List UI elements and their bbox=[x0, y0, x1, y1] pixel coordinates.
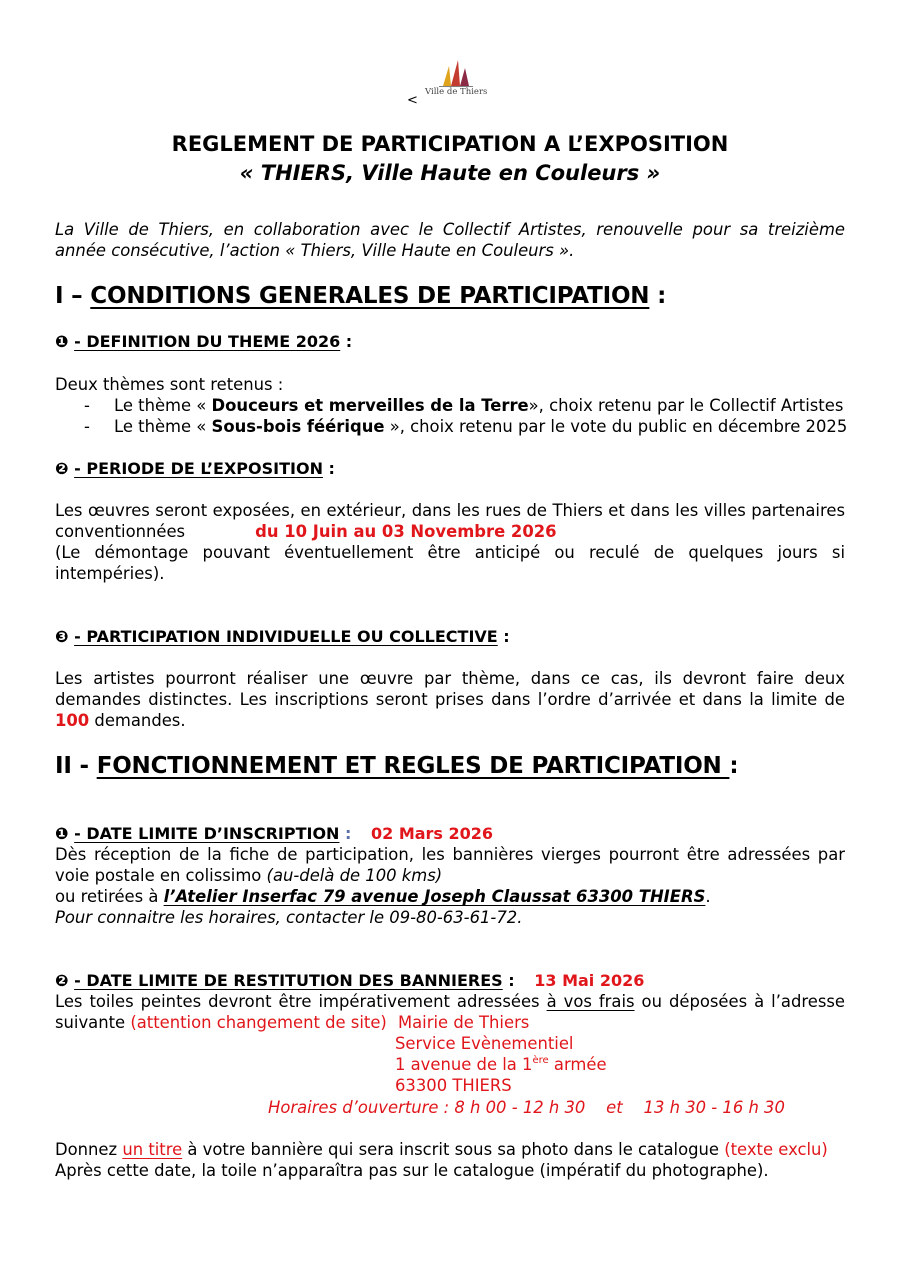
atelier-address: l’Atelier Inserfac 79 avenue Joseph Claussat 63300 THIERS bbox=[163, 887, 706, 906]
section2-heading: II - FONCTIONNEMENT ET REGLES DE PARTICIPATION : bbox=[55, 753, 739, 779]
registration-deadline: 02 Mars 2026 bbox=[370, 824, 494, 843]
bullet-3-icon: ❸ bbox=[55, 627, 75, 646]
logo-text: Ville de Thiers bbox=[425, 87, 488, 97]
header-lt-mark: < bbox=[407, 93, 418, 108]
theme-intro: Deux thèmes sont retenus : bbox=[55, 375, 284, 394]
address-line1: Mairie de Thiers bbox=[398, 1013, 530, 1032]
bullet-1-icon: ❶ bbox=[55, 824, 75, 843]
doc-title-line2: « THIERS, Ville Haute en Couleurs » bbox=[239, 161, 661, 185]
period-dates: du 10 Juin au 03 Novembre 2026 bbox=[255, 522, 557, 541]
participation-subheading: ❸ - PARTICIPATION INDIVIDUELLE OU COLLECTIVE : bbox=[55, 627, 510, 646]
deadline2-subheading: ❷ - DATE LIMITE DE RESTITUTION DES BANNIERES : 13 Mai 2026 bbox=[55, 971, 645, 990]
title-instruction: Donnez un titre à votre bannière qui sera inscrit sous sa photo dans le catalogue (texte exclu) bbox=[55, 1140, 828, 1159]
opening-hours: Horaires d’ouverture : 8 h 00 - 12 h 30 et 13 h 30 - 16 h 30 bbox=[268, 1098, 785, 1117]
deadline1-subheading: ❶ - DATE LIMITE D’INSCRIPTION : 02 Mars 2026 bbox=[55, 824, 494, 843]
period-line2: conventionnées du 10 Juin au 03 Novembre 2026 bbox=[55, 522, 557, 541]
participation-line1: Les artistes pourront réaliser une œuvre par thème, dans ce cas, ils devront faire deux bbox=[55, 669, 845, 688]
ville-de-thiers-logo bbox=[425, 58, 487, 100]
theme-item-1: - Le thème « Douceurs et merveilles de la Terre», choix retenu par le Collectif Artistes bbox=[84, 396, 844, 415]
period-line1: Les œuvres seront exposées, en extérieur, dans les rues de Thiers et dans les villes partenaires bbox=[55, 501, 845, 520]
deadline2-line2: suivante (attention changement de site) bbox=[55, 1013, 387, 1032]
theme-item-2: - Le thème « Sous-bois féérique », choix retenu par le vote du public en décembre 2025 bbox=[84, 417, 848, 436]
deadline1-line3: ou retirées à l’Atelier Inserfac 79 avenue Joseph Claussat 63300 THIERS. bbox=[55, 887, 711, 906]
section1-heading: I – CONDITIONS GENERALES DE PARTICIPATION : bbox=[55, 283, 667, 309]
participation-line2: demandes distinctes. Les inscriptions seront prises dans l’ordre d’arrivée et dans la limite de bbox=[55, 690, 845, 709]
period-line3: (Le démontage pouvant éventuellement être anticipé ou reculé de quelques jours si bbox=[55, 543, 845, 562]
doc-title-line1: REGLEMENT DE PARTICIPATION A L’EXPOSITION bbox=[171, 132, 729, 156]
address-line2: Service Evènementiel bbox=[395, 1034, 574, 1053]
bullet-2-icon: ❷ bbox=[55, 971, 75, 990]
intro-line2: année consécutive, l’action « Thiers, Ville Haute en Couleurs ». bbox=[55, 241, 575, 260]
theme-subheading: ❶ - DEFINITION DU THEME 2026 : bbox=[55, 332, 353, 351]
period-line4: intempéries). bbox=[55, 564, 165, 583]
bullet-1-icon: ❶ bbox=[55, 332, 75, 351]
deadline2-line1: Les toiles peintes devront être impérativement adressées à vos frais ou déposées à l’adresse bbox=[55, 992, 845, 1011]
intro-line1: La Ville de Thiers, en collaboration avec le Collectif Artistes, renouvelle pour sa treizième bbox=[55, 220, 845, 239]
deadline1-line2: voie postale en colissimo (au-delà de 100 kms) bbox=[55, 866, 443, 885]
return-deadline: 13 Mai 2026 bbox=[534, 971, 645, 990]
period-subheading: ❷ - PERIODE DE L’EXPOSITION : bbox=[55, 459, 335, 478]
address-line4: 63300 THIERS bbox=[395, 1076, 512, 1095]
participation-line3: 100 demandes. bbox=[55, 711, 186, 730]
address-line3: 1 avenue de la 1ère armée bbox=[395, 1055, 607, 1074]
sails-icon bbox=[425, 58, 487, 88]
deadline1-line4: Pour connaitre les horaires, contacter le 09-80-63-61-72. bbox=[55, 908, 523, 927]
bullet-2-icon: ❷ bbox=[55, 459, 75, 478]
final-note: Après cette date, la toile n’apparaîtra pas sur le catalogue (impératif du photographe). bbox=[55, 1161, 769, 1180]
deadline1-line1: Dès réception de la fiche de participation, les bannières vierges pourront être adressées par bbox=[55, 845, 845, 864]
